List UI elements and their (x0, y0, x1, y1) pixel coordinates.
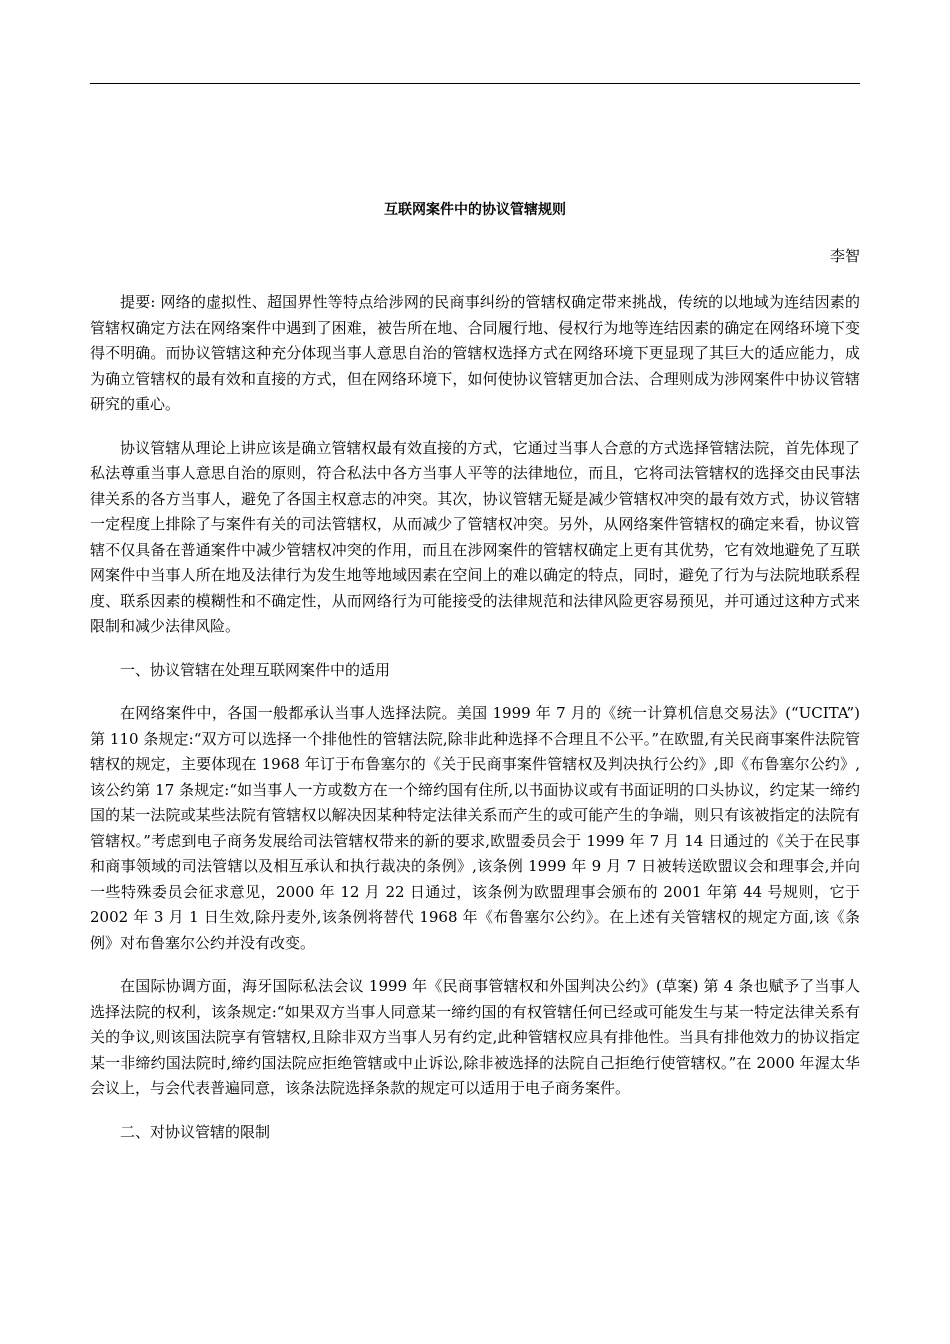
abstract-paragraph: 提要: 网络的虚拟性、超国界性等特点给涉网的民商事纠纷的管辖权确定带来挑战，传统的以地域为连结因素的管辖权确定方法在网络案件中遇到了困难，被告所在地、合同履行地、侵权行为地等连结因素的确定在网络环境下变得不明确。而协议管辖这种充分体现当事人意思自治的管辖权选择方式在网络环境下更显现了其巨大的适应能力，成为确立管辖权的最有效和直接的方式，但在网络环境下，如何使协议管辖更加合法、合理则成为涉网案件中协议管辖研究的重心。 (90, 293, 860, 413)
section-heading: 二、对协议管辖的限制 (120, 1122, 271, 1141)
header-rule (90, 83, 860, 84)
body-paragraph: 协议管辖从理论上讲应该是确立管辖权最有效直接的方式，它通过当事人合意的方式选择管辖法院，首先体现了私法尊重当事人意思自治的原则，符合私法中各方当事人平等的法律地位，而且，它将司法管辖权的选择交由民事法律关系的各方当事人，避免了各国主权意志的冲突。其次，协议管辖无疑是减少管辖权冲突的最有效方式，协议管辖一定程度上排除了与案件有关的司法管辖权，从而减少了管辖权冲突。另外，从网络案件管辖权的确定来看，协议管辖不仅具备在普通案件中减少管辖权冲突的作用，而且在涉网案件的管辖权确定上更有其优势，它有效地避免了互联网案件中当事人所在地及法律行为发生地等地域因素在空间上的难以确定的特点，同时，避免了行为与法院地联系程度、联系因素的模糊性和不确定性，从而网络行为可能接受的法律规范和法律风险更容易预见，并可通过这种方式来限制和减少法律风险。 (90, 438, 860, 635)
body-paragraph: 在国际协调方面，海牙国际私法会议 1999 年《民商事管辖权和外国判决公约》(草案) 第 4 条也赋予了当事人选择法院的权利，该条规定:“如果双方当事人同意某一缔约国的有权管辖任何已经或可能发生与某一特定法律关系有关的争议,则该国法院享有管辖权,且除非双方当事人另有约定,此种管辖权应具有排他性。当具有排他效力的协议指定某一非缔约国法院时,缔约国法院应拒绝管辖或中止诉讼,除非被选择的法院自己拒绝行使管辖权。”在 2000 年渥太华会议上，与会代表普遍同意，该条法院选择条款的规定可以适用于电子商务案件。 (90, 977, 860, 1097)
section-heading: 一、协议管辖在处理互联网案件中的适用 (120, 660, 391, 679)
document-title: 互联网案件中的协议管辖规则 (384, 202, 566, 218)
document-author: 李智 (829, 247, 860, 265)
body-paragraph: 在网络案件中，各国一般都承认当事人选择法院。美国 1999 年 7 月的《统一计算机信息交易法》(“UCITA”) 第 110 条规定:“双方可以选择一个排他性的管辖法院,除非此种选择不合理且不公平。”在欧盟,有关民商事案件法院管辖权的规定，主要体现在 1968 年订于布鲁塞尔的《关于民商事案件管辖权及判决执行公约》,即《布鲁塞尔公约》,该公约第 17 条规定:“如当事人一方或数方在一个缔约国有住所,以书面协议或有书面证明的口头协议，约定某一缔约国的某一法院或某些法院有管辖权以解决因某种特定法律关系而产生的或可能产生的争端，则只有该被指定的法院有管辖权。”考虑到电子商务发展给司法管辖权带来的新的要求,欧盟委员会于 1999 年 7 月 14 日通过的《关于在民事和商事领域的司法管辖以及相互承认和执行裁决的条例》,该条例 1999 年 9 月 7 日被转送欧盟议会和理事会,并向一些特殊委员会征求意见，2000 年 12 月 22 日通过，该条例为欧盟理事会颁布的 2001 年第 44 号规则，它于 2002 年 3 月 1 日生效,除丹麦外,该条例将替代 1968 年《布鲁塞尔公约》。在上述有关管辖权的规定方面,该《条例》对布鲁塞尔公约并没有改变。 (90, 704, 860, 952)
document-body (90, 290, 860, 1145)
